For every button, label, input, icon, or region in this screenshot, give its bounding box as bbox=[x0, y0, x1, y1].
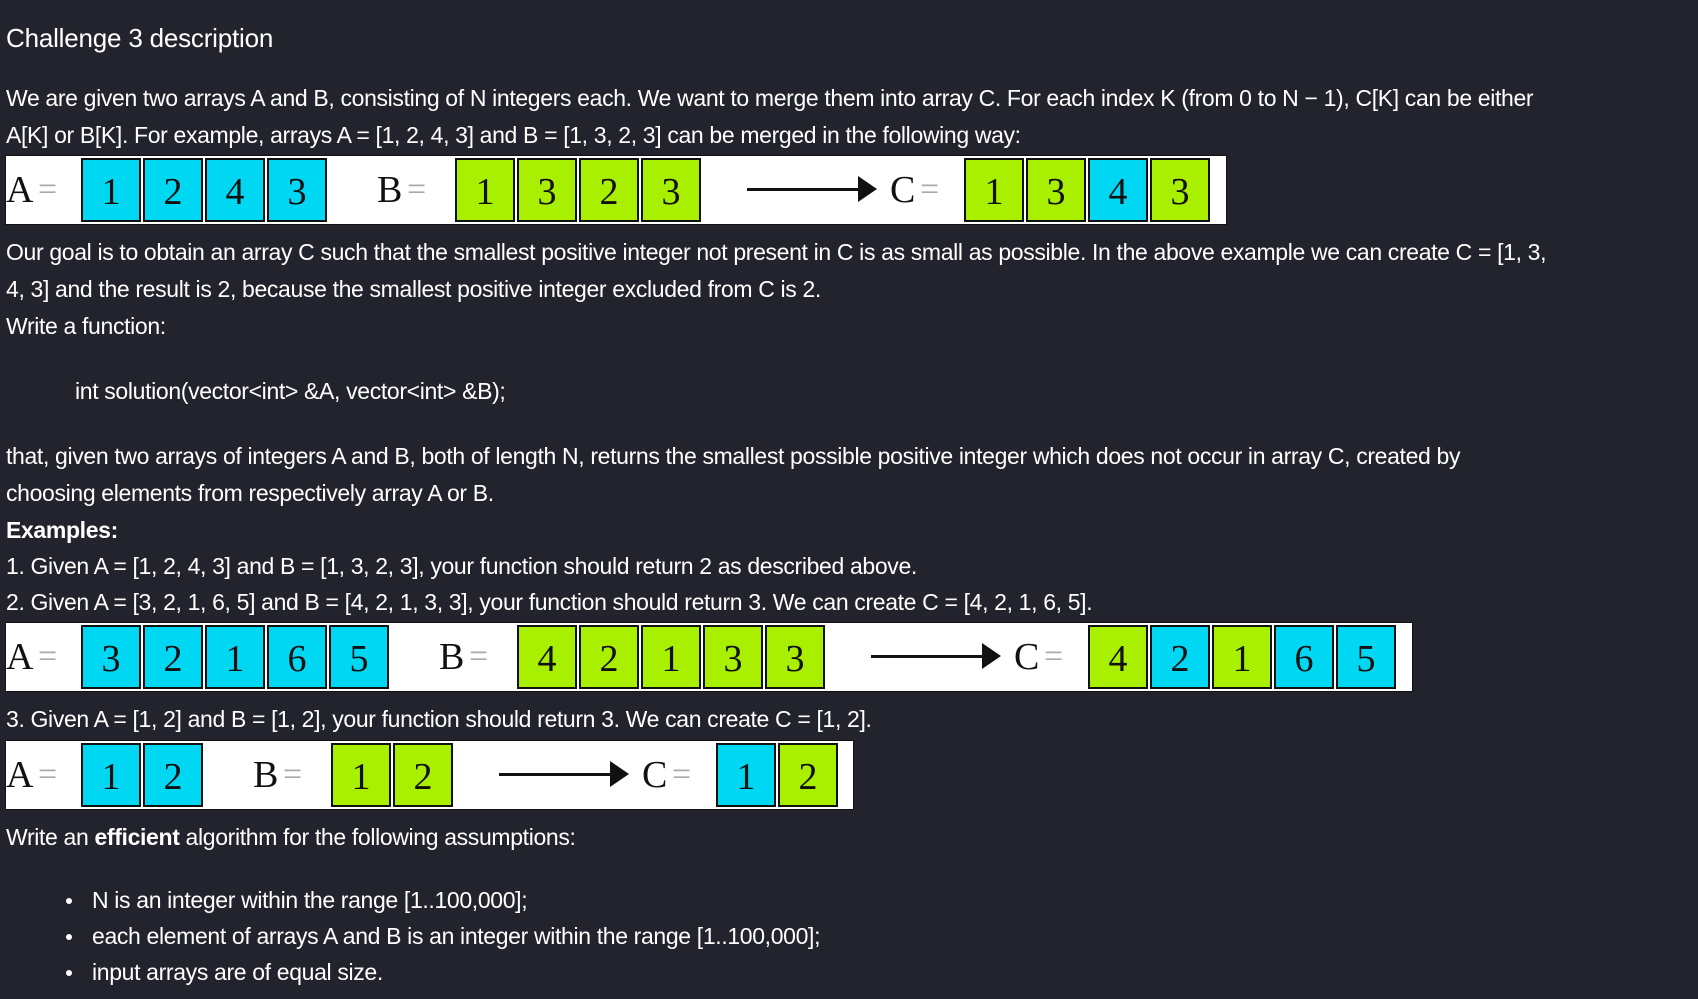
array-b-cell: 2 bbox=[579, 158, 639, 222]
assumptions-prefix: Write an bbox=[6, 824, 95, 850]
example-2: 2. Given A = [3, 2, 1, 6, 5] and B = [4, 2, 1, 3, 3], your function should return 3. We can create C = [4, 2, 1, 6, 5]. bbox=[6, 589, 1093, 615]
array-b-cell: 4 bbox=[517, 625, 577, 689]
array-b-cell: 2 bbox=[579, 625, 639, 689]
array-c-cell: 3 bbox=[1026, 158, 1086, 222]
arrow-right-icon bbox=[858, 176, 877, 202]
bullet-icon bbox=[66, 898, 72, 904]
array-c-cell: 4 bbox=[1088, 158, 1148, 222]
array-c-cell: 2 bbox=[1150, 625, 1210, 689]
merge-diagram-example-2 bbox=[5, 622, 1413, 692]
intro-line-1: We are given two arrays A and B, consisting of N integers each. We want to merge them into array C. For each index K (from 0 to N − 1), C[K] can be either bbox=[6, 85, 1534, 111]
array-c-equals: = bbox=[1044, 638, 1064, 675]
array-a-label: A bbox=[6, 169, 34, 211]
array-b-cell: 1 bbox=[331, 743, 391, 807]
arrow-right-icon bbox=[982, 643, 1001, 669]
array-a-cell: 1 bbox=[81, 158, 141, 222]
array-c-label: C bbox=[642, 754, 668, 796]
function-prompt: Write a function: bbox=[6, 313, 166, 339]
array-b-equals: = bbox=[283, 756, 303, 793]
page-title: Challenge 3 description bbox=[6, 23, 274, 54]
assumptions-suffix: algorithm for the following assumptions: bbox=[179, 824, 576, 850]
intro-line-2: A[K] or B[K]. For example, arrays A = [1, 2, 4, 3] and B = [1, 3, 2, 3] can be merged in the following way: bbox=[6, 122, 1021, 148]
merge-diagram-example-3 bbox=[5, 740, 854, 810]
array-a-cell: 1 bbox=[81, 743, 141, 807]
array-a-cell: 3 bbox=[81, 625, 141, 689]
array-b-cell: 3 bbox=[517, 158, 577, 222]
array-a-equals: = bbox=[38, 638, 58, 675]
array-c-cell: 5 bbox=[1336, 625, 1396, 689]
function-signature: int solution(vector<int> &A, vector<int> &B); bbox=[75, 378, 506, 404]
array-c-cell: 3 bbox=[1150, 158, 1210, 222]
bullet-icon bbox=[66, 970, 72, 976]
array-c-cell: 6 bbox=[1274, 625, 1334, 689]
arrow-right-icon bbox=[610, 761, 629, 787]
arrow-line bbox=[871, 655, 986, 658]
assumptions-emphasis: efficient bbox=[94, 824, 180, 850]
array-c-cell: 4 bbox=[1088, 625, 1148, 689]
array-b-cell: 1 bbox=[641, 625, 701, 689]
array-b-cell: 3 bbox=[641, 158, 701, 222]
arrow-line bbox=[747, 188, 862, 191]
array-c-cell: 1 bbox=[1212, 625, 1272, 689]
array-a-cell: 1 bbox=[205, 625, 265, 689]
array-b-label: B bbox=[439, 636, 465, 678]
array-c-label: C bbox=[1014, 636, 1040, 678]
returns-line-1: that, given two arrays of integers A and B, both of length N, returns the smallest possible positive integer which does not occur in array C, created by bbox=[6, 443, 1461, 469]
merge-diagram-main bbox=[5, 155, 1227, 225]
array-a-cell: 3 bbox=[267, 158, 327, 222]
array-a-cell: 2 bbox=[143, 158, 203, 222]
array-a-cell: 6 bbox=[267, 625, 327, 689]
array-a-equals: = bbox=[38, 756, 58, 793]
array-b-label: B bbox=[377, 169, 403, 211]
examples-heading: Examples: bbox=[6, 517, 118, 543]
array-b-cell: 3 bbox=[703, 625, 763, 689]
array-a-cell: 2 bbox=[143, 625, 203, 689]
array-c-label: C bbox=[890, 169, 916, 211]
array-b-equals: = bbox=[469, 638, 489, 675]
array-a-label: A bbox=[6, 754, 34, 796]
challenge-description: Challenge 3 description We are given two arrays A and B, consisting of N integers each. We want to merge them into array C. For each index K (from 0 to N − 1), C[K] can be either A[K] or B[K]. For example, arrays A = [1, 2, 4, 3] and B = [1, 3, 2, 3] can be merged in the following way: A = 1 2 4 3 B = 1 3 2 3 C = 1 3 4 3 Our goal is to obtain an array C such that the smallest positive integer not present in C is as small as possible. In the above example we can create C = [1, 3, 4, 3] and the result is 2, because the smallest positive integer excluded from C is 2. Write a function: int solution(vector<int> &A, vector<int> &B); that, given two arrays of integers A and B, both of length N, returns the smallest possible positive integer which does not occur in array C, created by choosing elements from respectively array A or B. Examples: 1. Given A = [1, 2, 4, 3] and B = [1, 3, 2, 3], your function should return 2 as described above. 2. Given A = [3, 2, 1, 6, 5] and B = [4, 2, 1, 3, 3], your function should return 3. We can create C = [4, 2, 1, 6, 5]. A = 3 2 1 6 5 B = 4 2 1 3 3 C = 4 2 1 6 5 3. Given A = [1, 2] and B = [1, 2], your function should return 3. We can create C = [1, 2]. A = 1 2 B = 1 2 C = 1 2 Write an efficient algorithm for the following assumptions: N is an integer within the range [1..100,000]; each element of arrays A and B is an integer within the range [1..100,000]; input arrays are of equal size. bbox=[6, 23, 1547, 985]
array-c-cell: 1 bbox=[716, 743, 776, 807]
example-3: 3. Given A = [1, 2] and B = [1, 2], your function should return 3. We can create C = [1, 2]. bbox=[6, 706, 872, 732]
array-a-equals: = bbox=[38, 171, 58, 208]
array-c-cell: 1 bbox=[964, 158, 1024, 222]
array-a-cell: 4 bbox=[205, 158, 265, 222]
assumptions-intro bbox=[6, 819, 576, 855]
array-c-equals: = bbox=[672, 756, 692, 793]
example-1: 1. Given A = [1, 2, 4, 3] and B = [1, 3, 2, 3], your function should return 2 as described above. bbox=[6, 553, 917, 579]
returns-line-2: choosing elements from respectively array A or B. bbox=[6, 480, 494, 506]
array-b-cell: 2 bbox=[393, 743, 453, 807]
array-a-label: A bbox=[6, 636, 34, 678]
arrow-line bbox=[499, 773, 614, 776]
array-c-equals: = bbox=[920, 171, 940, 208]
goal-line-1: Our goal is to obtain an array C such that the smallest positive integer not present in C is as small as possible. In the above example we can create C = [1, 3, bbox=[6, 239, 1547, 265]
array-a-cell: 5 bbox=[329, 625, 389, 689]
array-b-label: B bbox=[253, 754, 279, 796]
array-b-equals: = bbox=[407, 171, 427, 208]
array-a-cell: 2 bbox=[143, 743, 203, 807]
array-b-cell: 1 bbox=[455, 158, 515, 222]
goal-line-2: 4, 3] and the result is 2, because the smallest positive integer excluded from C is 2. bbox=[6, 276, 821, 302]
array-c-cell: 2 bbox=[778, 743, 838, 807]
bullet-icon bbox=[66, 934, 72, 940]
array-b-cell: 3 bbox=[765, 625, 825, 689]
